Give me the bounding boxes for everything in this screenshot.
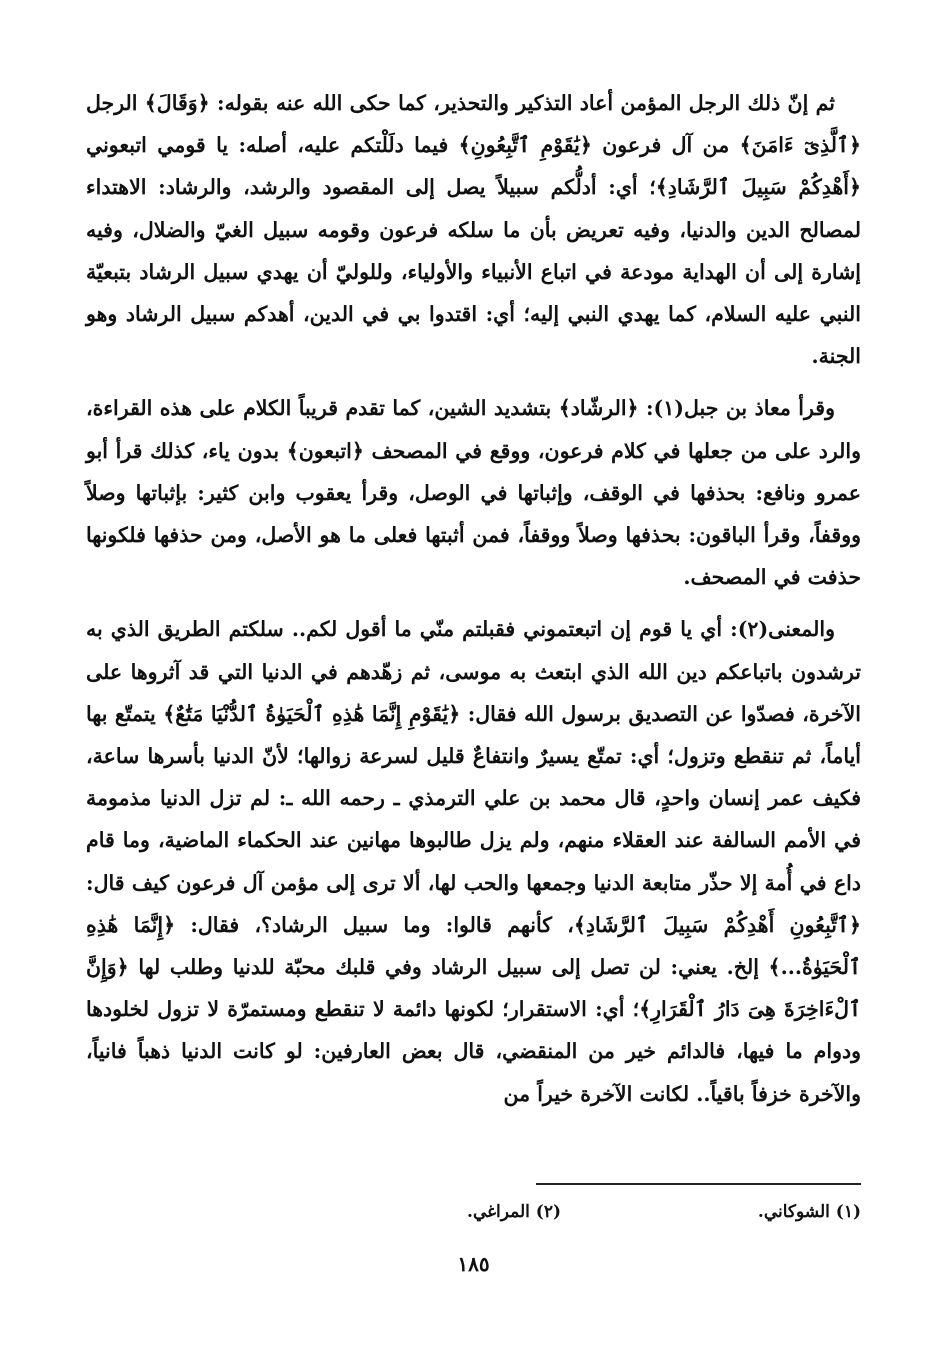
- paragraph-2-text: وقرأ معاذ بن جبل(١): ﴿الرشّاد﴾ بتشديد الشين، كما تقدم قريباً الكلام على هذه القراءة، والرد على من جعلها في كلام فرعون، ووقع في المصحف ﴿اتبعون﴾ بدون ياء، كذلك قرأ أبو عمرو ونافع: بحذفها في الوقف، وإثباتها في الوصل، وقرأ يعقوب وابن كثير: بإثباتها وصلاً ووقفاً، وقرأ الباقون: بحذفها وصلاً ووقفاً، فمن أثبتها فعلى ما هو الأصل، ومن حذفها فلكونها حذفت في المصحف.: [86, 396, 861, 590]
- paragraph-2: [86, 387, 861, 598]
- paragraph-1: [86, 82, 861, 377]
- paragraph-3-lead: والمعنى(٢): [737, 617, 835, 642]
- paragraph-3: [86, 608, 861, 1114]
- main-text: [86, 82, 861, 1115]
- footnotes: [86, 1202, 861, 1222]
- paragraph-3-text: : أي يا قوم إن اتبعتموني فقبلتم منّي ما أقول لكم.. سلكتم الطريق الذي به ترشدون باتباعكم دين الله الذي ابتعث به موسى، ثم زهّدهم في الدنيا التي قد آثروها على الآخرة، فصدّوا عن التصديق برسول الله فقال: ﴿يَٰقَوْمِ إِنَّمَا هَٰذِهِ ٱلْحَيَوٰةُ ٱلدُّنْيَا مَتَٰعٌ﴾ يتمتّع بها أياماً، ثم تنقطع وتزول؛ أي: تمتّع يسيرٌ وانتفاعٌ قليل لسرعة زوالها؛ لأنّ الدنيا بأسرها ساعة، فكيف عمر إنسان واحدٍ، قال محمد بن علي الترمذي ـ رحمه الله ـ: لم تزل الدنيا مذمومة في الأمم السالفة عند العقلاء منهم، ولم يزل طالبوها مهانين عند الحكماء الماضية، وما قام داع في أُمة إلا حذّر متابعة الدنيا وجمعها والحب لها، ألا ترى إلى مؤمن آل فرعون كيف قال: ﴿ٱتَّبِعُونِ أَهْدِكُمْ سَبِيلَ ٱلرَّشَادِ﴾، كأنهم قالوا: وما سبيل الرشاد؟، فقال: ﴿إِنَّمَا هَٰذِهِ ٱلْحَيَوٰةُ...﴾ إلخ. يعني: لن تصل إلى سبيل الرشاد وفي قلبك محبّة للدنيا وطلب لها ﴿وَإِنَّ ٱلْءَاخِرَةَ هِىَ دَارُ ٱلْقَرَارِ﴾؛ أي: الاستقرار؛ لكونها دائمة لا تنقطع ومستمرّة لا تزول لخلودها ودوام ما فيها، فالدائم خير من المنقضي، قال بعض العارفين: لو كانت الدنيا ذهباً فانياً، والآخرة خزفاً باقياً.. لكانت الآخرة خيراً من: [86, 617, 861, 1106]
- footnote-1: (١) الشوكاني.: [757, 1202, 861, 1222]
- footnote-2: (٢) المراغي.: [467, 1202, 561, 1222]
- paragraph-1-text: ثم إنّ ذلك الرجل المؤمن أعاد التذكير والتحذير، كما حكى الله عنه بقوله: ﴿وَقَالَ﴾ الرجل ﴿ٱلَّذِىٓ ءَامَنَ﴾ من آل فرعون ﴿يَٰقَوْمِ ٱتَّبِعُونِ﴾ فيما دلَلْتكم عليه، أصله: يا قومي اتبعوني ﴿أَهْدِكُمْ سَبِيلَ ٱلرَّشَادِ﴾؛ أي: أدلُّكم سبيلاً يصل إلى المقصود والرشد، والرشاد: الاهتداء لمصالح الدين والدنيا، وفيه تعريض بأن ما سلكه فرعون وقومه سبيل الغيّ والضلال، وفيه إشارة إلى أن الهداية مودعة في اتباع الأنبياء والأولياء، وللوليّ أن يهدي سبيل الرشاد بتبعيّة النبي عليه السلام، كما يهدي النبي إليه؛ أي: اقتدوا بي في الدين، أهدكم سبيل الرشاد وهو الجنة.: [86, 91, 861, 369]
- page-number: ١٨٥: [457, 1252, 490, 1276]
- footnote-separator: [536, 1183, 861, 1185]
